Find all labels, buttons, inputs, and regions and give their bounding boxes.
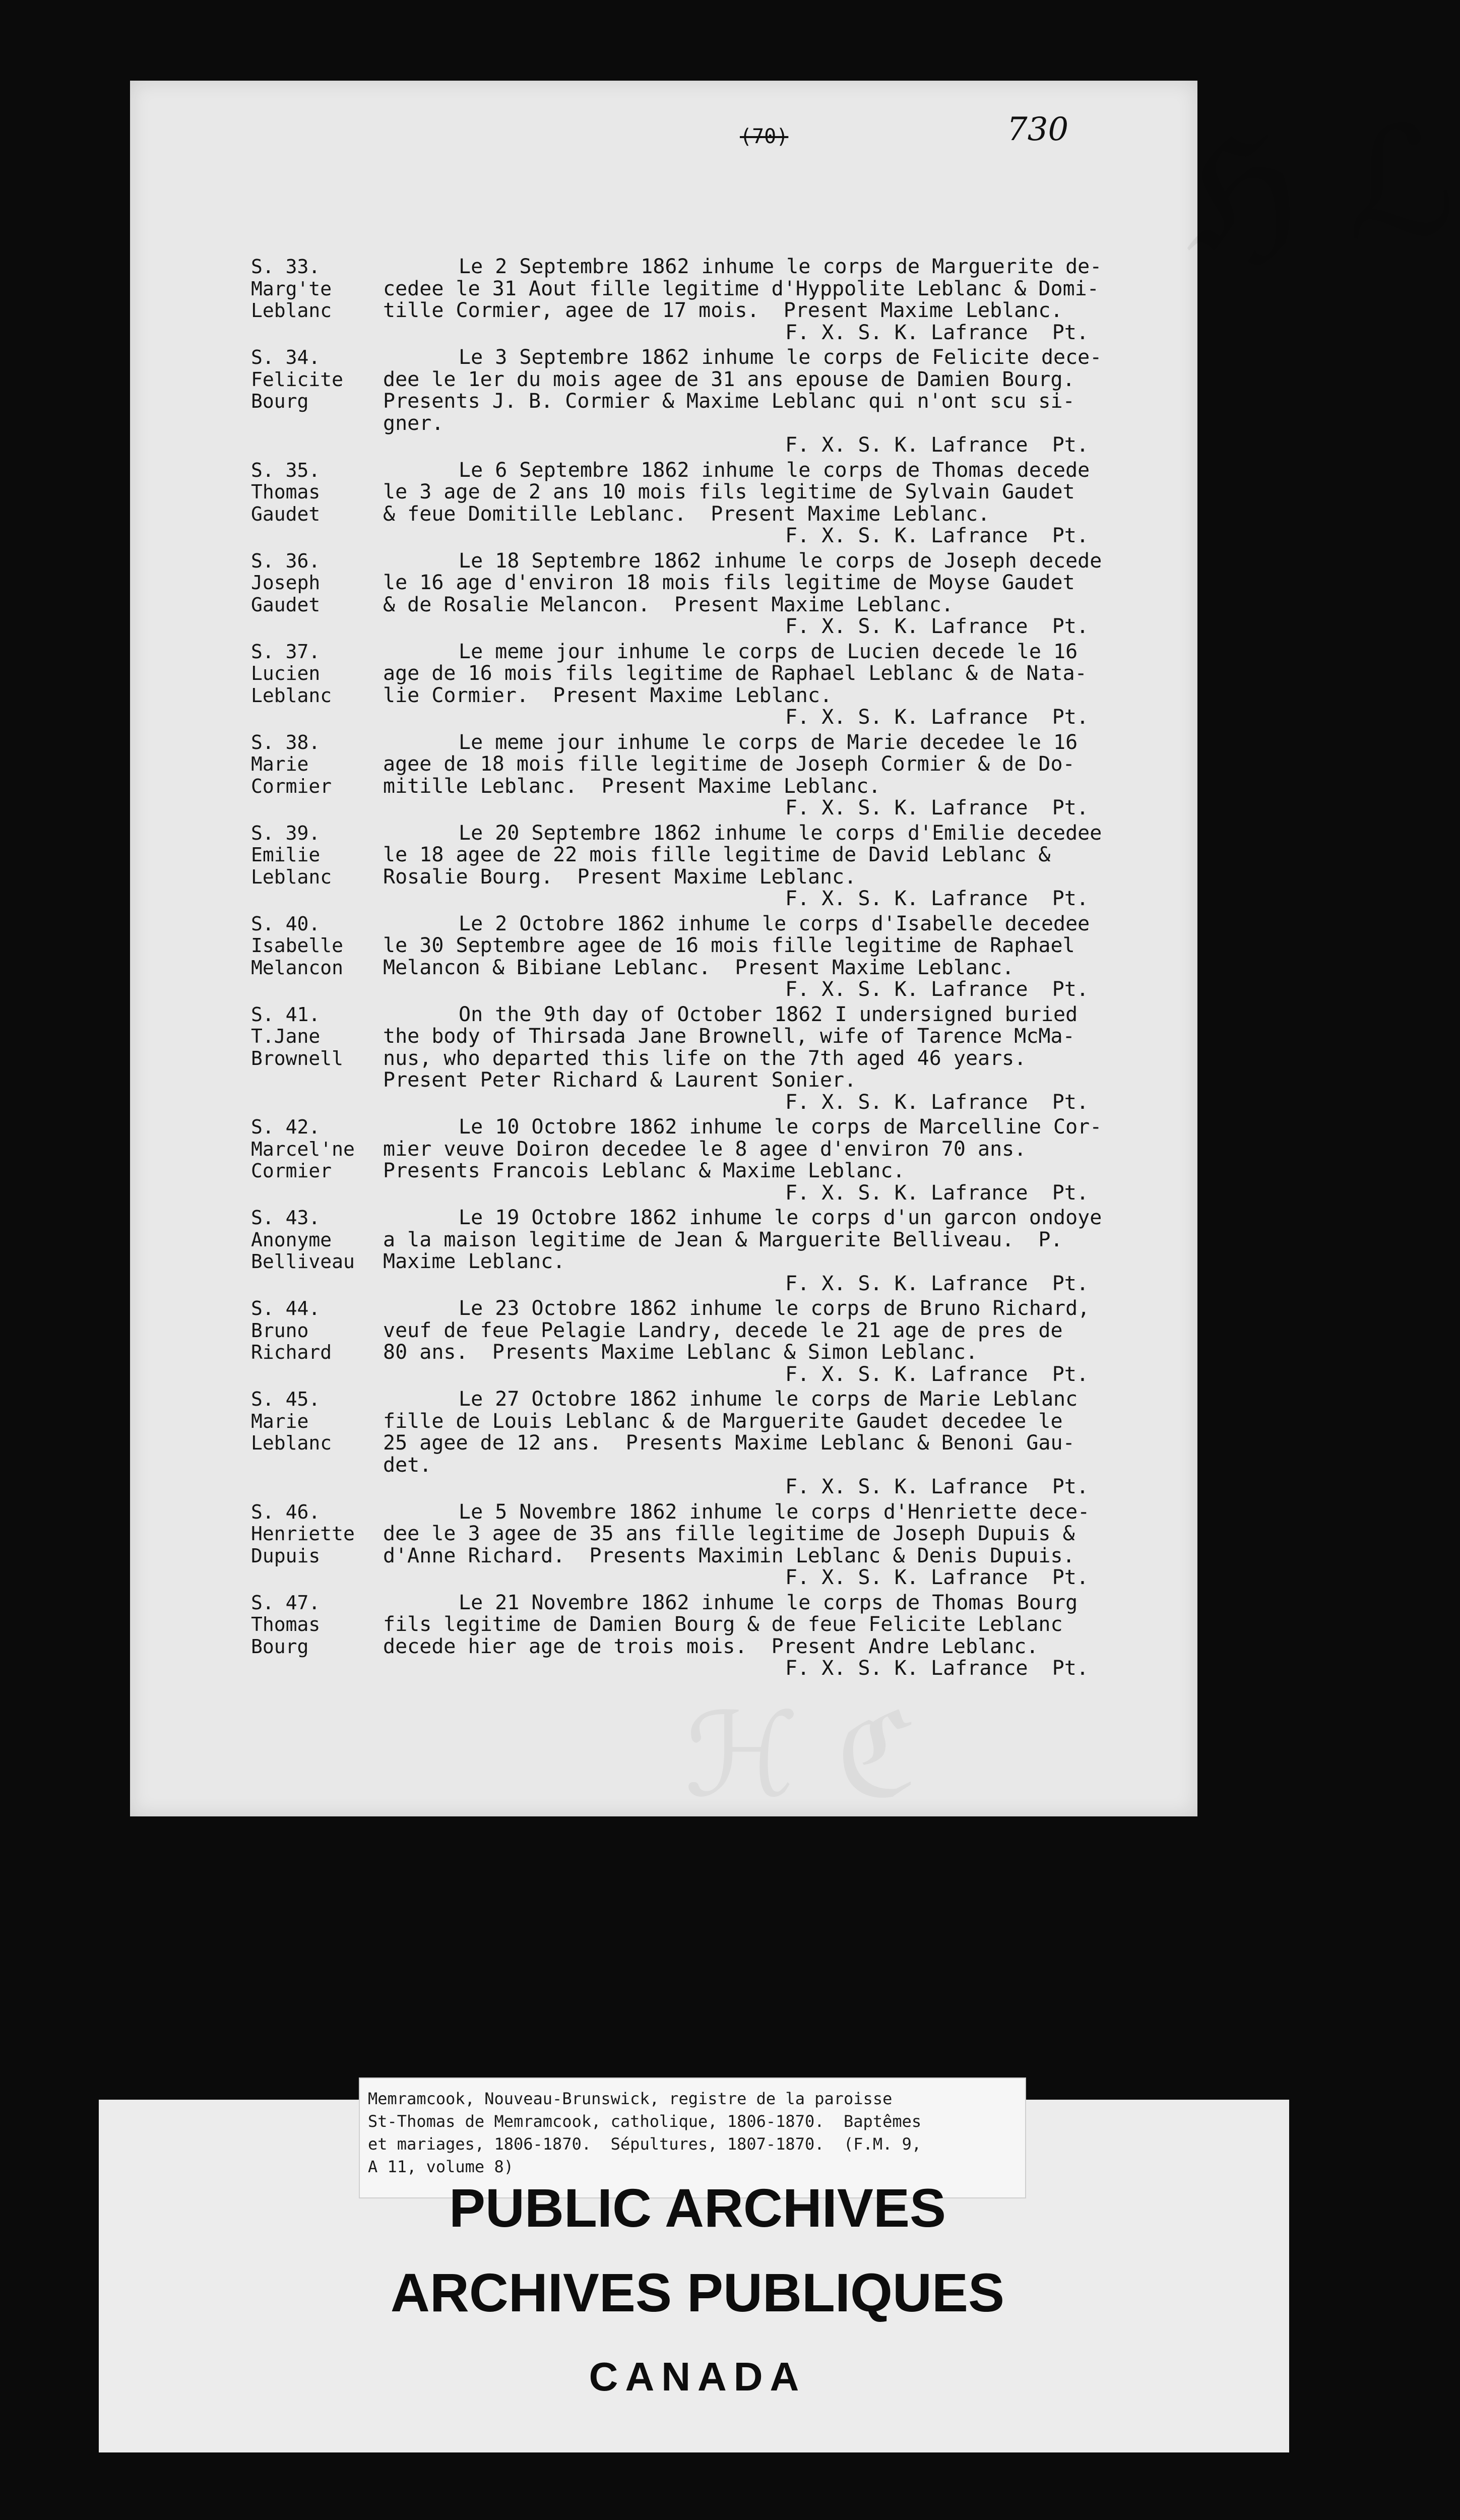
entry-text [383,1389,1189,1476]
entry-margin-note [251,1116,387,1182]
entry-line [383,1069,1189,1092]
archive-label-line: St-Thomas de Memramcook, catholique, 1806-1870. Baptêmes [368,2112,922,2131]
entry-name: Bruno [251,1319,309,1342]
priest-signature: F. X. S. K. Lafrance Pt. [785,1272,1089,1295]
entry-name: Joseph [251,572,321,594]
entry-margin-note [251,1298,387,1364]
entry-line-text: Le 18 Septembre 1862 inhume le corps de Joseph decede [459,549,1102,573]
entry-number: S. 44. [251,1297,321,1319]
priest-signature: F. X. S. K. Lafrance Pt. [785,978,1089,1001]
entry-number: S. 45. [251,1388,321,1410]
entry-line [383,391,1189,413]
entry-margin-note [251,256,387,322]
entry-name: Bourg [251,1635,309,1658]
entry-line-text: dee le 1er du mois agee de 31 ans epouse de Damien Bourg. [383,367,1075,391]
archive-label-line: et mariages, 1806-1870. Sépultures, 1807-1870. (F.M. 9, [368,2134,922,2154]
archive-label-text [368,2088,1023,2178]
entry-line [383,685,1189,707]
entry-number: S. 42. [251,1116,321,1138]
entry-name: Felicite [251,368,344,391]
entry-line-text: Le meme jour inhume le corps de Marie decedee le 16 [459,730,1078,754]
entry-line [383,503,1189,526]
entry-margin-note [251,1592,387,1658]
entry-line-text: Maxime Leblanc. [383,1250,565,1273]
entry-name: Leblanc [251,299,332,322]
entry-line [383,1298,1189,1320]
entry-line-text: dee le 3 agee de 35 ans fille legitime de Joseph Dupuis & [383,1522,1075,1545]
entry-line [383,641,1189,663]
entry-line [383,957,1189,979]
entry-line-text: a la maison legitime de Jean & Marguerite Belliveau. P. [383,1228,1063,1251]
entry-line-text: Le 21 Novembre 1862 inhume le corps de Thomas Bourg [459,1591,1078,1614]
entry-name: Bourg [251,390,309,412]
entry-line-text: mier veuve Doiron decedee le 8 agee d'environ 70 ans. [383,1137,1027,1161]
entry-line-text: Le 19 Octobre 1862 inhume le corps d'un garcon ondoye [459,1206,1102,1229]
priest-signature: F. X. S. K. Lafrance Pt. [785,1362,1089,1386]
archive-label-line: A 11, volume 8) [368,2157,514,2176]
entry-number: S. 35. [251,459,321,481]
bleed-through-text-bottom: ℋ ℭ [684,1688,918,1823]
entry-line [383,1342,1189,1364]
priest-signature: F. X. S. K. Lafrance Pt. [785,1657,1089,1680]
entry-margin-note [251,641,387,707]
entry-line [383,1592,1189,1614]
priest-signature: F. X. S. K. Lafrance Pt. [785,1181,1089,1205]
entry-line-text: Le 10 Octobre 1862 inhume le corps de Marcelline Cor- [459,1115,1102,1139]
entry-line-text: Rosalie Bourg. Present Maxime Leblanc. [383,865,857,889]
entry-number: S. 34. [251,346,321,368]
entry-text [383,1004,1189,1092]
entry-name: Emilie [251,844,321,866]
entry-line [383,1251,1189,1273]
entry-line-text: lie Cormier. Present Maxime Leblanc. [383,683,833,707]
archive-label-line: Memramcook, Nouveau-Brunswick, registre de la paroisse [368,2089,893,2108]
entry-line-text: Le 3 Septembre 1862 inhume le corps de Felicite dece- [459,346,1102,369]
archive-country: CANADA [589,2354,806,2399]
entry-line [383,866,1189,889]
entry-name: Gaudet [251,593,321,616]
archive-title-en: PUBLIC ARCHIVES [449,2177,946,2238]
entry-line [383,776,1189,798]
entry-name: Marg'te [251,277,332,300]
entry-name: Marie [251,753,309,775]
entry-line [383,550,1189,573]
entry-text [383,1298,1189,1364]
entry-name: T.Jane [251,1025,321,1047]
priest-signature: F. X. S. K. Lafrance Pt. [785,796,1089,820]
entry-name: Marcel'ne [251,1138,355,1160]
entry-line-text: decede hier age de trois mois. Present Andre Leblanc. [383,1634,1039,1658]
priest-signature: F. X. S. K. Lafrance Pt. [785,706,1089,729]
entry-name: Belliveau [251,1250,355,1273]
entry-line-text: Presents J. B. Cormier & Maxime Leblanc qui n'ont scu si- [383,390,1075,413]
entry-text [383,1207,1189,1273]
entry-line [383,413,1189,435]
entry-line-text: tille Cormier, agee de 17 mois. Present Maxime Leblanc. [383,299,1063,322]
entry-line [383,1116,1189,1139]
entry-name: Gaudet [251,502,321,525]
entry-line-text: le 30 Septembre agee de 16 mois fille legitime de Raphael [383,934,1075,957]
entry-number: S. 41. [251,1003,321,1026]
priest-signature: F. X. S. K. Lafrance Pt. [785,321,1089,344]
priest-signature: F. X. S. K. Lafrance Pt. [785,524,1089,547]
entry-line [383,844,1189,866]
entry-number: S. 40. [251,912,321,935]
entry-number: S. 46. [251,1500,321,1523]
entry-line [383,1026,1189,1048]
entry-name: Cormier [251,1160,332,1182]
entry-text [383,347,1189,434]
entry-text [383,1116,1189,1182]
entry-line [383,347,1189,369]
entry-number: S. 38. [251,731,321,753]
entry-number: S. 36. [251,549,321,572]
entry-line-text: Presents Francois Leblanc & Maxime Leblanc. [383,1159,905,1182]
bleed-through-text: ℌ ℒ [1177,91,1460,286]
entry-name: Leblanc [251,684,332,707]
entry-line [383,572,1189,594]
entry-line [383,1004,1189,1026]
entry-name: Anonyme [251,1228,332,1251]
entry-line-text: le 3 age de 2 ans 10 mois fils legitime de Sylvain Gaudet [383,480,1075,503]
priest-signature: F. X. S. K. Lafrance Pt. [785,1475,1089,1498]
entry-line [383,913,1189,935]
entry-line [383,460,1189,482]
entry-line-text: det. [383,1453,432,1477]
entry-line-text: 25 agee de 12 ans. Presents Maxime Leblanc & Benoni Gau- [383,1431,1075,1455]
entry-number: S. 37. [251,640,321,663]
entry-number: S. 33. [251,256,321,278]
entry-line-text: gner. [383,411,444,435]
entry-margin-note [251,732,387,798]
entry-text [383,256,1189,322]
entry-line [383,1636,1189,1658]
old-folio-number: (70) [740,125,789,148]
entry-number: S. 39. [251,822,321,844]
entry-line [383,1411,1189,1433]
entry-margin-note [251,550,387,616]
archive-title-fr: ARCHIVES PUBLIQUES [390,2262,1005,2323]
entry-line [383,1523,1189,1545]
entry-margin-note [251,1004,387,1070]
entry-margin-note [251,823,387,889]
entry-line [383,1455,1189,1477]
priest-signature: F. X. S. K. Lafrance Pt. [785,887,1089,910]
entry-line-text: d'Anne Richard. Presents Maximin Leblanc & Denis Dupuis. [383,1544,1075,1567]
entry-line-text: the body of Thirsada Jane Brownell, wife of Tarence McMa- [383,1025,1075,1048]
entry-text [383,1501,1189,1567]
entry-line [383,753,1189,776]
entry-line-text: Present Peter Richard & Laurent Sonier. [383,1068,857,1092]
entry-line [383,1432,1189,1455]
entry-text [383,823,1189,889]
entry-margin-note [251,913,387,979]
entry-margin-note [251,1501,387,1567]
folio-number: 730 [1007,111,1069,148]
entry-text [383,1592,1189,1658]
entry-line [383,278,1189,300]
entry-line [383,1389,1189,1411]
entry-name: Cormier [251,775,332,797]
entry-line-text: & de Rosalie Melancon. Present Maxime Leblanc. [383,593,954,616]
entry-line [383,732,1189,754]
entry-line [383,663,1189,685]
entry-line [383,1320,1189,1342]
entry-name: Brownell [251,1047,344,1069]
entry-line-text: veuf de feue Pelagie Landry, decede le 21 age de pres de [383,1318,1063,1342]
entry-name: Lucien [251,662,321,684]
priest-signature: F. X. S. K. Lafrance Pt. [785,615,1089,638]
entry-line-text: 80 ans. Presents Maxime Leblanc & Simon Leblanc. [383,1341,978,1364]
entry-line-text: le 16 age d'environ 18 mois fils legitime de Moyse Gaudet [383,571,1075,594]
priest-signature: F. X. S. K. Lafrance Pt. [785,433,1089,457]
entry-line [383,481,1189,503]
entry-line-text: fille de Louis Leblanc & de Marguerite Gaudet decedee le [383,1409,1063,1433]
entry-line-text: agee de 18 mois fille legitime de Joseph Cormier & de Do- [383,752,1075,776]
entry-name: Leblanc [251,865,332,888]
entry-name: Isabelle [251,934,344,957]
entry-line [383,1229,1189,1251]
entry-margin-note [251,1207,387,1273]
entry-line [383,1545,1189,1567]
entry-margin-note [251,460,387,526]
entry-text [383,550,1189,616]
entry-line [383,935,1189,957]
entry-margin-note [251,1389,387,1455]
entry-line [383,823,1189,845]
entry-line-text: On the 9th day of October 1862 I undersigned buried [459,1002,1078,1026]
entry-line-text: fils legitime de Damien Bourg & de feue Felicite Leblanc [383,1613,1063,1636]
entry-line [383,369,1189,391]
priest-signature: F. X. S. K. Lafrance Pt. [785,1566,1089,1589]
entry-name: Leblanc [251,1432,332,1454]
entry-text [383,460,1189,526]
entry-text [383,732,1189,798]
entry-name: Henriette [251,1523,355,1545]
entry-line-text: cedee le 31 Aout fille legitime d'Hyppolite Leblanc & Domi- [383,277,1099,300]
entry-text [383,913,1189,979]
entry-line [383,1207,1189,1229]
entry-margin-note [251,347,387,413]
entry-line-text: le 18 agee de 22 mois fille legitime de David Leblanc & [383,843,1051,866]
entry-name: Thomas [251,1613,321,1635]
entry-line-text: Le meme jour inhume le corps de Lucien decede le 16 [459,640,1078,663]
entry-line [383,1048,1189,1070]
entry-line-text: Le 27 Octobre 1862 inhume le corps de Marie Leblanc [459,1388,1078,1411]
entry-number: S. 47. [251,1591,321,1614]
entry-name: Marie [251,1410,309,1432]
entry-line [383,256,1189,278]
entry-number: S. 43. [251,1207,321,1229]
entry-line-text: & feue Domitille Leblanc. Present Maxime Leblanc. [383,502,990,526]
entry-name: Melancon [251,956,344,979]
entry-line-text: Le 2 Octobre 1862 inhume le corps d'Isabelle decedee [459,912,1090,935]
entry-line-text: Le 20 Septembre 1862 inhume le corps d'Emilie decedee [459,821,1102,845]
entry-line [383,1160,1189,1182]
entry-name: Dupuis [251,1544,321,1567]
entry-line [383,594,1189,616]
entry-line [383,1501,1189,1524]
priest-signature: F. X. S. K. Lafrance Pt. [785,1090,1089,1114]
entry-line-text: age de 16 mois fils legitime de Raphael Leblanc & de Nata- [383,662,1087,685]
entry-line-text: Le 2 Septembre 1862 inhume le corps de Marguerite de- [459,255,1102,278]
entry-text [383,641,1189,707]
entry-line-text: Melancon & Bibiane Leblanc. Present Maxime Leblanc. [383,956,1014,979]
entry-name: Richard [251,1341,332,1363]
entry-line-text: Le 5 Novembre 1862 inhume le corps d'Henriette dece- [459,1500,1090,1524]
entry-line-text: Le 6 Septembre 1862 inhume le corps de Thomas decede [459,458,1090,482]
entry-line-text: mitille Leblanc. Present Maxime Leblanc. [383,774,881,798]
entry-name: Thomas [251,481,321,503]
entry-line-text: nus, who departed this life on the 7th aged 46 years. [383,1046,1027,1070]
entry-line [383,300,1189,322]
entry-line [383,1139,1189,1161]
entry-line-text: Le 23 Octobre 1862 inhume le corps de Bruno Richard, [459,1297,1090,1320]
entry-line [383,1614,1189,1636]
register-page [130,81,1460,1823]
